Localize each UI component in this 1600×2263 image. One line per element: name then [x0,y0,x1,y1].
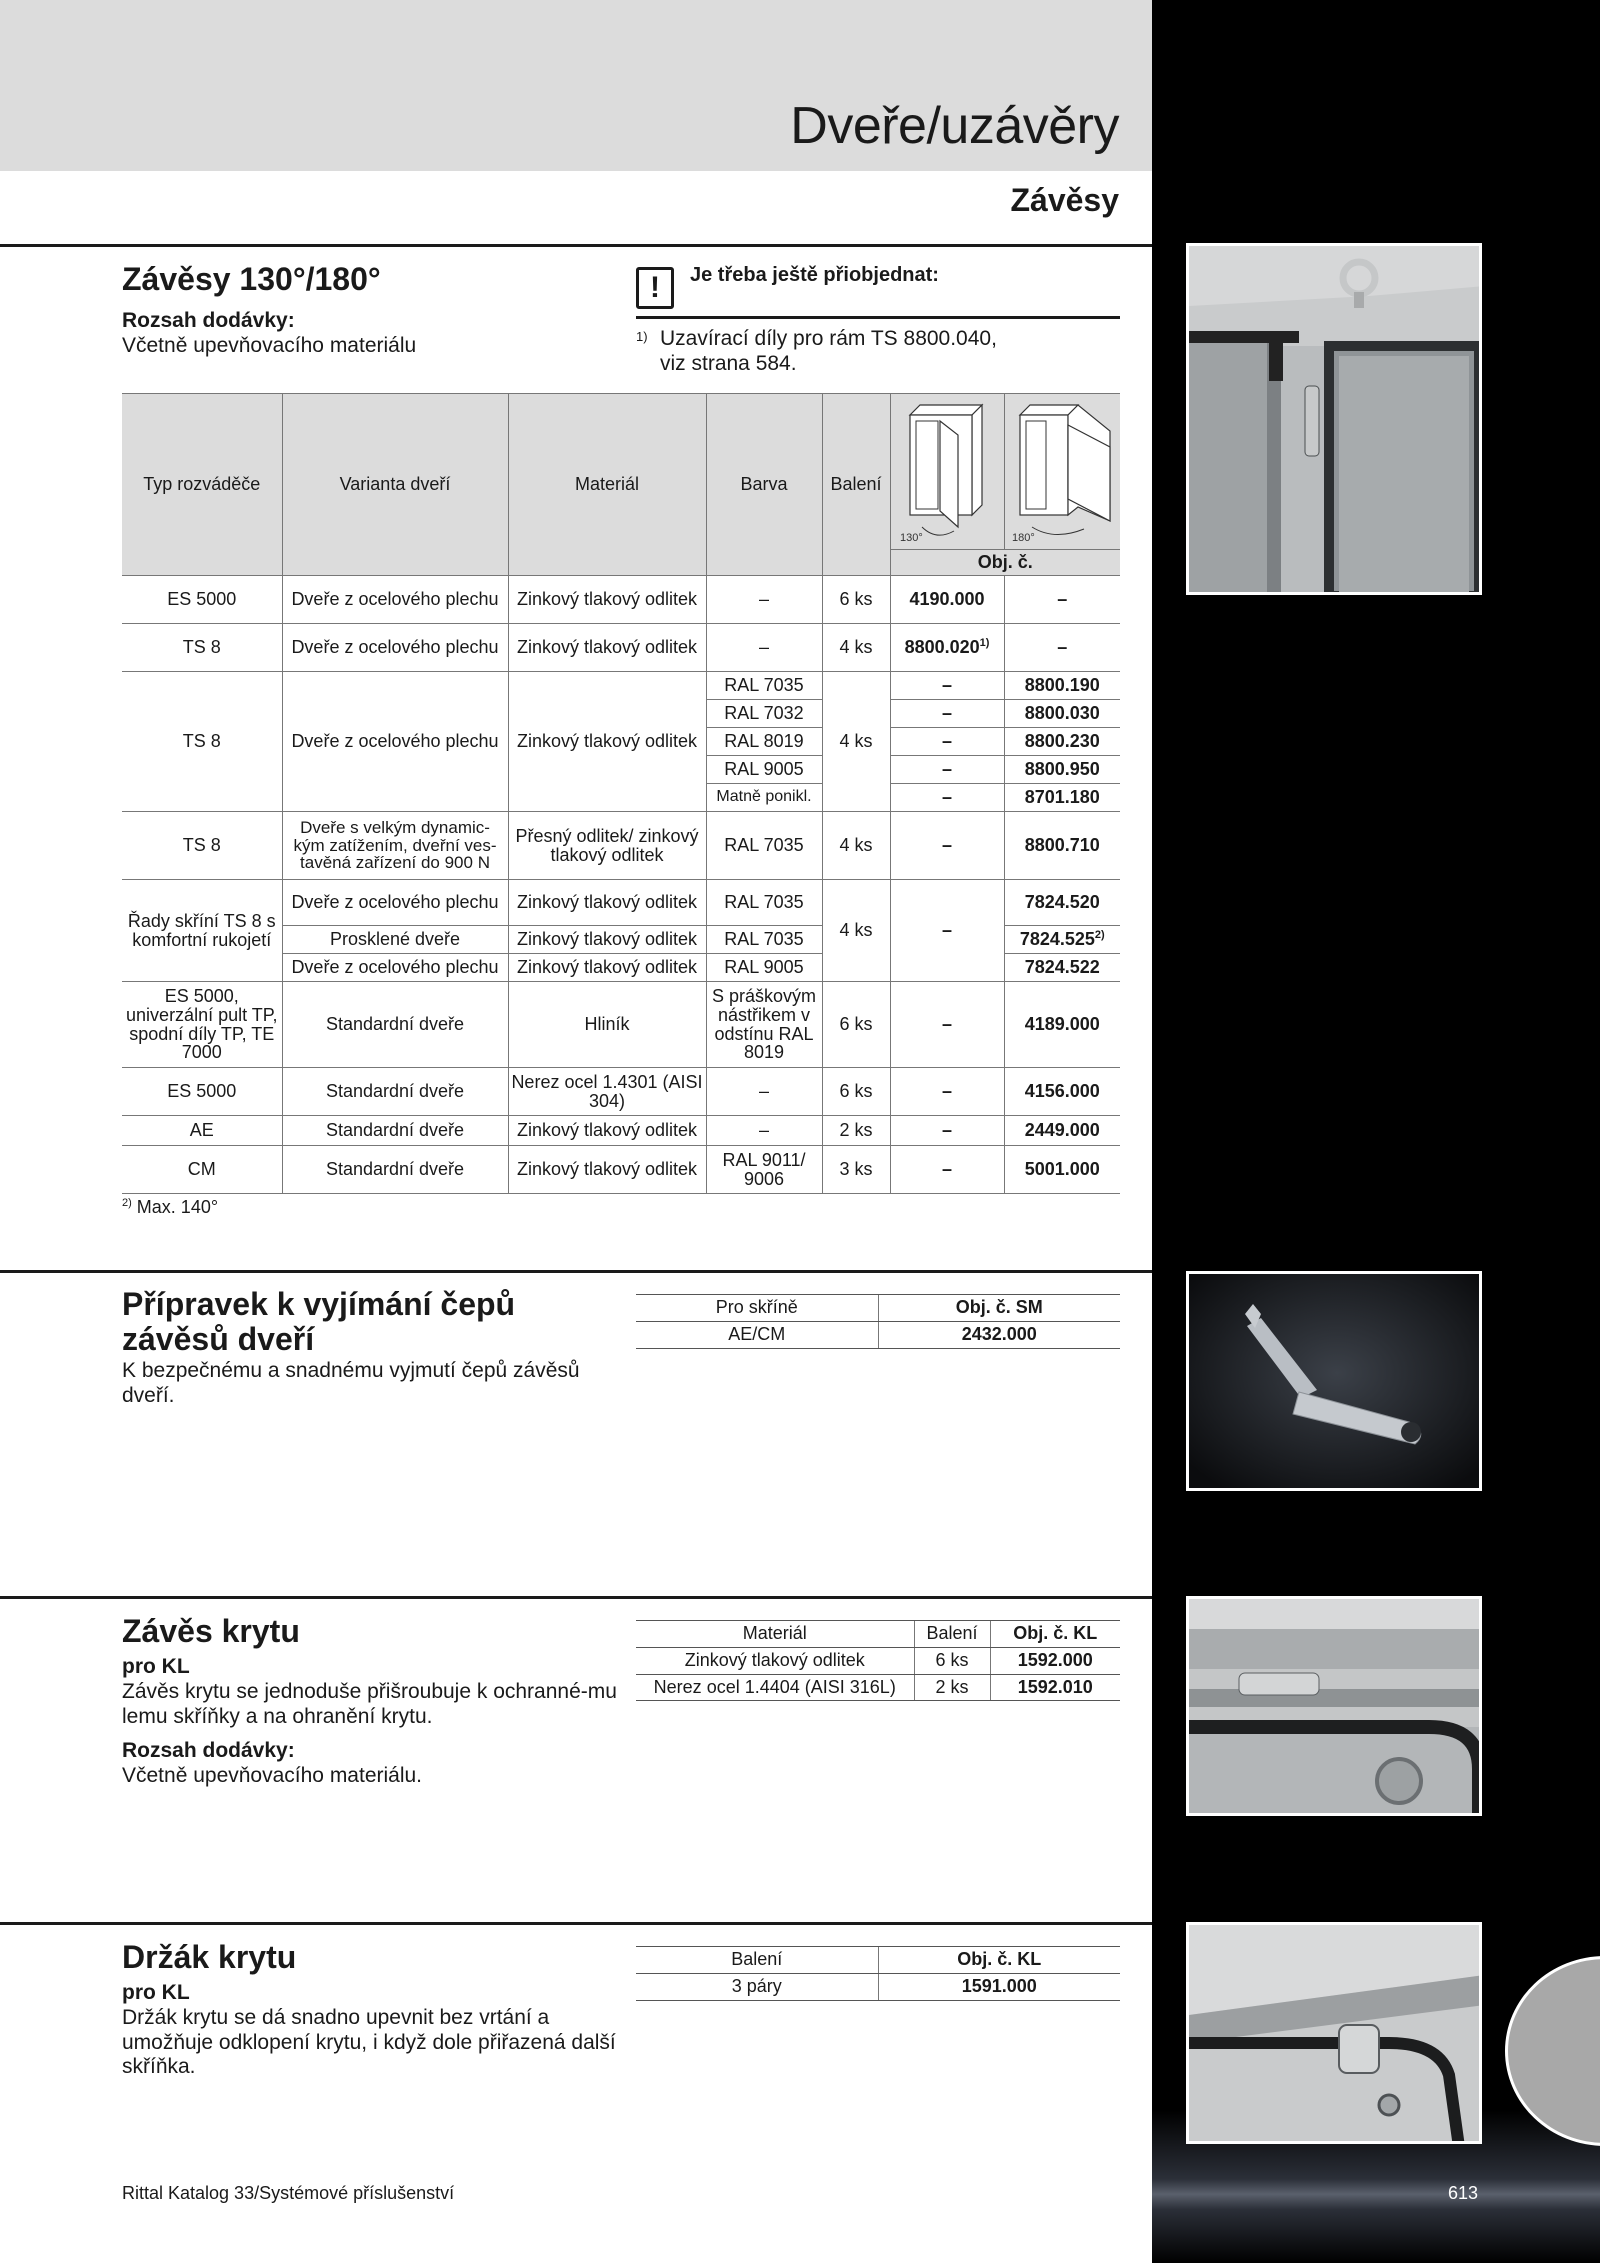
cell-variant: Standardní dveře [282,1146,508,1194]
cell-type: ES 5000 [122,576,282,624]
pin-tool-table [636,1294,1120,1349]
cell-packaging: 4 ks [822,812,890,880]
header-order-number: Obj. č. [890,550,1120,576]
section-title-cover-hinge: Závěs krytu [122,1613,300,1649]
scope-text: Včetně upevňovacího materiálu [122,333,417,357]
cell-order-180: 8800.230 [1004,728,1120,756]
footnote-marker: 2) [122,1197,132,1209]
section-subtitle: pro KL [122,1655,190,1678]
note-body [636,327,1120,377]
cell-order-number: 1591.000 [878,1973,1120,2000]
cell-packaging: 4 ks [822,672,890,812]
cell-material: Přesný odlitek/ zinkový tlakový odlitek [508,812,706,880]
footnote-text: Max. 140° [136,1197,219,1217]
cell-type: TS 8 [122,812,282,880]
note-title: Je třeba ještě přiobjednat: [690,264,939,286]
section-title-cover-holder: Držák krytu [122,1939,297,1975]
cell-colour: RAL 7035 [706,672,822,700]
cell-type: CM [122,1146,282,1194]
cell-cabinet: AE/CM [636,1321,878,1348]
cell-order-180: 7824.522 [1004,954,1120,982]
cell-order-number: 2432.000 [878,1321,1120,1348]
cell-material: Zinkový tlakový odlitek [508,624,706,672]
header-180-degree [1004,394,1120,550]
cell-order-130: – [890,982,1004,1068]
cover-holder-table [636,1946,1120,2001]
cover-hinge-table [636,1620,1120,1701]
page-number: 613 [1448,2183,1479,2203]
scope-label: Rozsah dodávky: [122,1739,295,1763]
product-photo-cover-holder [1186,1922,1482,2144]
section-rule [0,1270,1152,1273]
footnote-marker: 1) [979,637,990,650]
angle-130-label: 130° [900,531,923,544]
section-subtitle: pro KL [122,1981,190,2004]
cell-packaging: 6 ks [822,576,890,624]
table-row [122,880,1120,926]
cell-order-130 [890,624,1004,672]
product-photo-hinge [1186,243,1482,595]
table-row [122,672,1120,700]
header-packaging: Balení [636,1947,878,1974]
cell-type: TS 8 [122,672,282,812]
order-number: 7824.525 [1019,929,1095,950]
cell-material: Zinkový tlakový odlitek [508,1116,706,1146]
cell-order-180: 8800.030 [1004,700,1120,728]
header-material: Materiál [508,394,706,576]
cell-order-130: – [890,812,1004,880]
cell-colour: – [706,1116,822,1146]
table-row [636,1321,1120,1348]
order-note [636,264,1120,377]
product-photo-pin-tool [1186,1271,1482,1491]
cell-material: Zinkový tlakový odlitek [508,880,706,926]
cell-type: AE [122,1116,282,1146]
header-colour: Barva [706,394,822,576]
product-photo-cover-hinge [1186,1596,1482,1816]
cell-packaging: 2 ks [822,1116,890,1146]
cell-order-130: – [890,1116,1004,1146]
scope-label: Rozsah dodávky: [122,309,295,332]
page-subtitle: Závěsy [1010,182,1119,218]
cell-packaging: 4 ks [822,880,890,982]
cell-material: Zinkový tlakový odlitek [636,1647,914,1674]
cell-order-130: – [890,1146,1004,1194]
cell-colour: S práškovým nástřikem v odstínu RAL 8019 [706,982,822,1068]
cell-packaging: 4 ks [822,624,890,672]
note-line-1: Uzavírací díly pro rám TS 8800.040, [660,327,997,350]
cell-variant: Dveře z ocelového plechu [282,576,508,624]
exclamation-icon: ! [636,267,674,309]
cell-colour: RAL 7035 [706,880,822,926]
pin-tool-photo-image [1189,1274,1482,1491]
header-for-cabinets: Pro skříně [636,1295,878,1322]
cell-variant: Standardní dveře [282,1116,508,1146]
cell-order-180 [1004,926,1120,954]
cell-material: Zinkový tlakový odlitek [508,926,706,954]
section-rule [0,1922,1152,1925]
cell-packaging: 6 ks [822,1068,890,1116]
cell-type: ES 5000 [122,1068,282,1116]
cell-order-130: – [890,784,1004,812]
cell-order-130: – [890,700,1004,728]
table-row [636,1647,1120,1674]
cell-order-130: 4190.000 [890,576,1004,624]
cell-variant: Dveře z ocelového plechu [282,954,508,982]
header-packaging: Balení [914,1621,990,1648]
section-description: K bezpečnému a snadnému vyjmutí čepů závěsů dveří. [122,1359,580,1407]
table-row [122,1116,1120,1146]
table-row [636,1973,1120,2000]
cell-order-number: 1592.000 [990,1647,1120,1674]
cover-hinge-photo-image [1189,1599,1482,1816]
cell-variant: Standardní dveře [282,1068,508,1116]
header-130-degree [890,394,1004,550]
cell-variant: Dveře z ocelového plechu [282,624,508,672]
cell-order-180: – [1004,576,1120,624]
cell-colour: RAL 9011/ 9006 [706,1146,822,1194]
cell-colour: – [706,624,822,672]
cell-order-130: – [890,728,1004,756]
table-row [122,1146,1120,1194]
cell-colour: RAL 7035 [706,812,822,880]
cell-packaging: 6 ks [822,982,890,1068]
cell-order-180: – [1004,624,1120,672]
cell-order-130: – [890,672,1004,700]
table-row [122,982,1120,1068]
note-rule [636,316,1120,319]
section-description [122,309,612,359]
angle-180-label: 180° [1012,531,1036,544]
cell-colour: RAL 7035 [706,926,822,954]
cell-order-130: – [890,756,1004,784]
door-180-icon [1006,395,1118,545]
cell-order-number: 1592.010 [990,1674,1120,1701]
cell-variant: Dveře s velkým dynamic-kým zatížením, dveřní ves-tavěná zařízení do 900 N [282,812,508,880]
cell-type: TS 8 [122,624,282,672]
cell-packaging: 3 páry [636,1973,878,2000]
cell-colour: RAL 7032 [706,700,822,728]
cell-order-180: 8701.180 [1004,784,1120,812]
section-description [122,1655,622,1789]
note-line-2: viz strana 584. [660,351,797,375]
cell-colour: RAL 9005 [706,756,822,784]
header-packaging: Balení [822,394,890,576]
cell-packaging: 2 ks [914,1674,990,1701]
cell-order-130: – [890,880,1004,982]
cell-colour: – [706,576,822,624]
cell-order-180: 7824.520 [1004,880,1120,926]
section-description [122,1981,622,2080]
hinge-photo-image [1189,246,1482,595]
cell-type: Řady skříní TS 8 s komfortní rukojetí [122,880,282,982]
header-order-number: Obj. č. KL [990,1621,1120,1648]
cell-order-180: 2449.000 [1004,1116,1120,1146]
footnote-marker: 2) [1094,929,1105,942]
section-text: Závěs krytu se jednoduše přišroubuje k ochranné-mu lemu skříňky a na ohranění krytu. [122,1679,617,1728]
cell-colour: – [706,1068,822,1116]
cell-variant: Standardní dveře [282,982,508,1068]
cell-order-180: 8800.190 [1004,672,1120,700]
cell-packaging: 6 ks [914,1647,990,1674]
section-rule [0,244,1152,247]
cell-type: ES 5000, univerzální pult TP, spodní díly TP, TE 7000 [122,982,282,1068]
header-order-number: Obj. č. KL [878,1947,1120,1974]
cell-packaging: 3 ks [822,1146,890,1194]
table-row [122,576,1120,624]
cell-colour: Matně ponikl. [706,784,822,812]
section-title-hinges: Závěsy 130°/180° [122,261,381,297]
cell-order-180: 8800.950 [1004,756,1120,784]
cell-material: Hliník [508,982,706,1068]
cell-order-180: 8800.710 [1004,812,1120,880]
order-number: 8800.020 [904,637,980,658]
cell-order-180: 4189.000 [1004,982,1120,1068]
hinges-table [122,393,1120,1194]
header-order-number: Obj. č. SM [878,1295,1120,1322]
cell-material: Zinkový tlakový odlitek [508,1146,706,1194]
section-title-pin-tool: Přípravek k vyjímání čepů závěsů dveří [122,1286,516,1358]
cell-material: Zinkový tlakový odlitek [508,954,706,982]
table-row [122,624,1120,672]
cover-holder-photo-image [1189,1925,1482,2144]
section-rule [0,1596,1152,1599]
header-cabinet-type: Typ rozváděče [122,394,282,576]
cell-variant: Dveře z ocelového plechu [282,880,508,926]
cell-order-180: 4156.000 [1004,1068,1120,1116]
section-text: Držák krytu se dá snadno upevnit bez vrtání a umožňuje odklopení krytu, i když dole přiřazená další skříňka. [122,2005,616,2079]
table-row [122,1068,1120,1116]
header-door-variant: Varianta dveří [282,394,508,576]
cell-order-180: 5001.000 [1004,1146,1120,1194]
cell-material: Zinkový tlakový odlitek [508,576,706,624]
cell-colour: RAL 8019 [706,728,822,756]
scope-text: Včetně upevňovacího materiálu. [122,1764,423,1788]
table-footnote [122,1197,218,1218]
header-material: Materiál [636,1621,914,1648]
page-title: Dveře/uzávěry [790,97,1119,155]
table-row [122,812,1120,880]
cell-order-130: – [890,1068,1004,1116]
cell-variant: Prosklené dveře [282,926,508,954]
table-row [636,1674,1120,1701]
cell-colour: RAL 9005 [706,954,822,982]
note-marker: 1) [636,329,648,344]
cell-material: Nerez ocel 1.4301 (AISI 304) [508,1068,706,1116]
cell-material: Nerez ocel 1.4404 (AISI 316L) [636,1674,914,1701]
door-130-icon [892,395,1002,545]
cell-material: Zinkový tlakový odlitek [508,672,706,812]
cell-variant: Dveře z ocelového plechu [282,672,508,812]
footer-catalog: Rittal Katalog 33/Systémové příslušenství [122,2183,455,2203]
